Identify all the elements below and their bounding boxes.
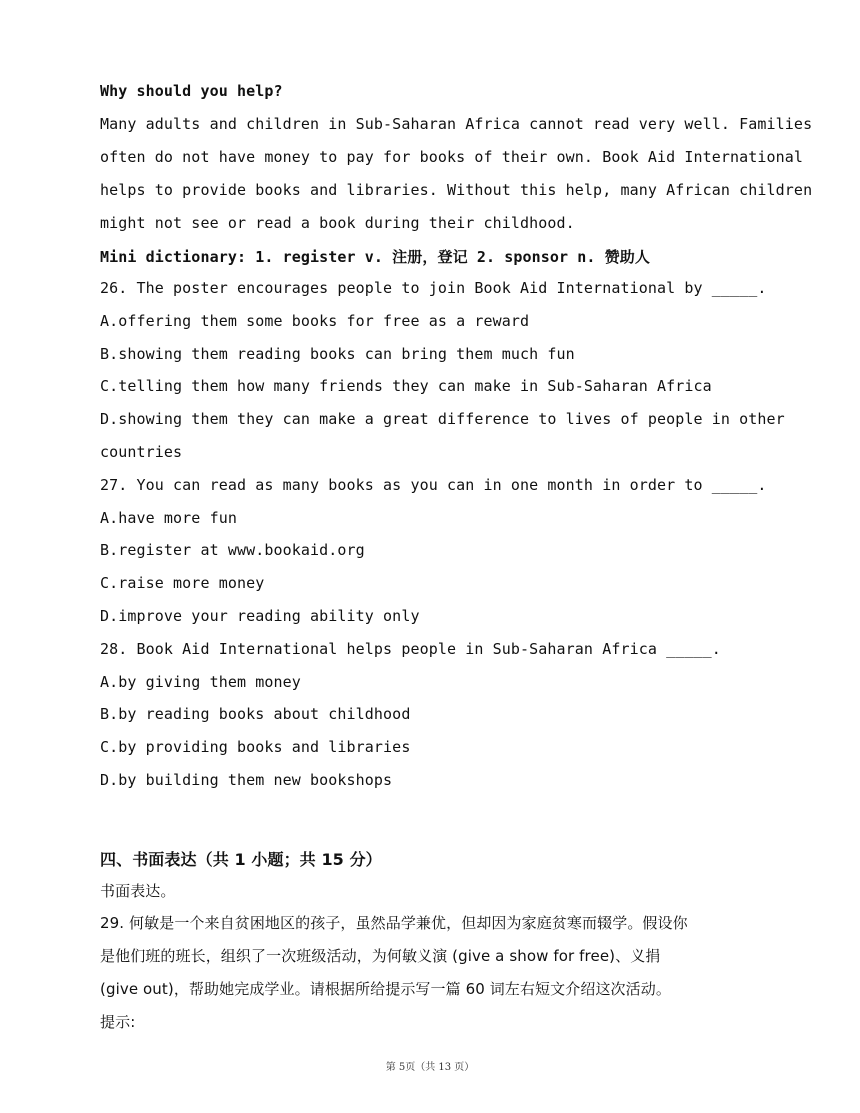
answer-option: B.register at www.bookaid.org <box>100 541 365 559</box>
writing-prompt-line: 是他们班的班长，组织了一次班级活动，为何敏义演 (give a show for free)、义捐 <box>100 947 661 965</box>
answer-option: D.by building them new bookshops <box>100 771 393 789</box>
part4-instruction: 书面表达。 <box>100 882 176 900</box>
answer-option: A.have more fun <box>100 509 237 527</box>
writing-prompt-line: 提示: <box>100 1013 136 1031</box>
answer-option: D.improve your reading ability only <box>100 607 420 625</box>
paragraph-line: might not see or read a book during their childhood. <box>100 214 575 232</box>
paragraph-line: often do not have money to pay for books of their own. Book Aid International <box>100 148 804 166</box>
writing-prompt-line: 29. 何敏是一个来自贫困地区的孩子，虽然品学兼优，但却因为家庭贫寒而辍学。假设你 <box>100 914 688 932</box>
answer-option: B.showing them reading books can bring them much fun <box>100 345 575 363</box>
question-stem: 27. You can read as many books as you can in one month in order to _____. <box>100 476 767 494</box>
paragraph-line: Many adults and children in Sub-Saharan Africa cannot read very well. Families <box>100 115 813 133</box>
answer-option: C.telling them how many friends they can make in Sub-Saharan Africa <box>100 377 712 395</box>
answer-option: B.by reading books about childhood <box>100 705 411 723</box>
answer-option: A.by giving them money <box>100 673 301 691</box>
question-stem: 28. Book Aid International helps people in Sub-Saharan Africa _____. <box>100 640 721 658</box>
answer-option-continuation: countries <box>100 443 183 461</box>
writing-prompt-line: (give out)，帮助她完成学业。请根据所给提示写一篇 60 词左右短文介绍这次活动。 <box>100 980 671 998</box>
answer-option: C.by providing books and libraries <box>100 738 411 756</box>
question-stem: 26. The poster encourages people to join Book Aid International by _____. <box>100 279 767 297</box>
page-footer: 第 5页（共 13 页） <box>385 1062 475 1073</box>
answer-option: A.offering them some books for free as a reward <box>100 312 530 330</box>
mini-dictionary: Mini dictionary: 1. register v. 注册，登记 2. sponsor n. 赞助人 <box>100 248 650 266</box>
answer-option: D.showing them they can make a great difference to lives of people in other <box>100 410 785 428</box>
part4-heading: 四、书面表达（共 1 小题；共 15 分） <box>100 850 382 869</box>
section-heading: Why should you help? <box>100 82 283 100</box>
paragraph-line: helps to provide books and libraries. Without this help, many African children <box>100 181 813 199</box>
answer-option: C.raise more money <box>100 574 265 592</box>
